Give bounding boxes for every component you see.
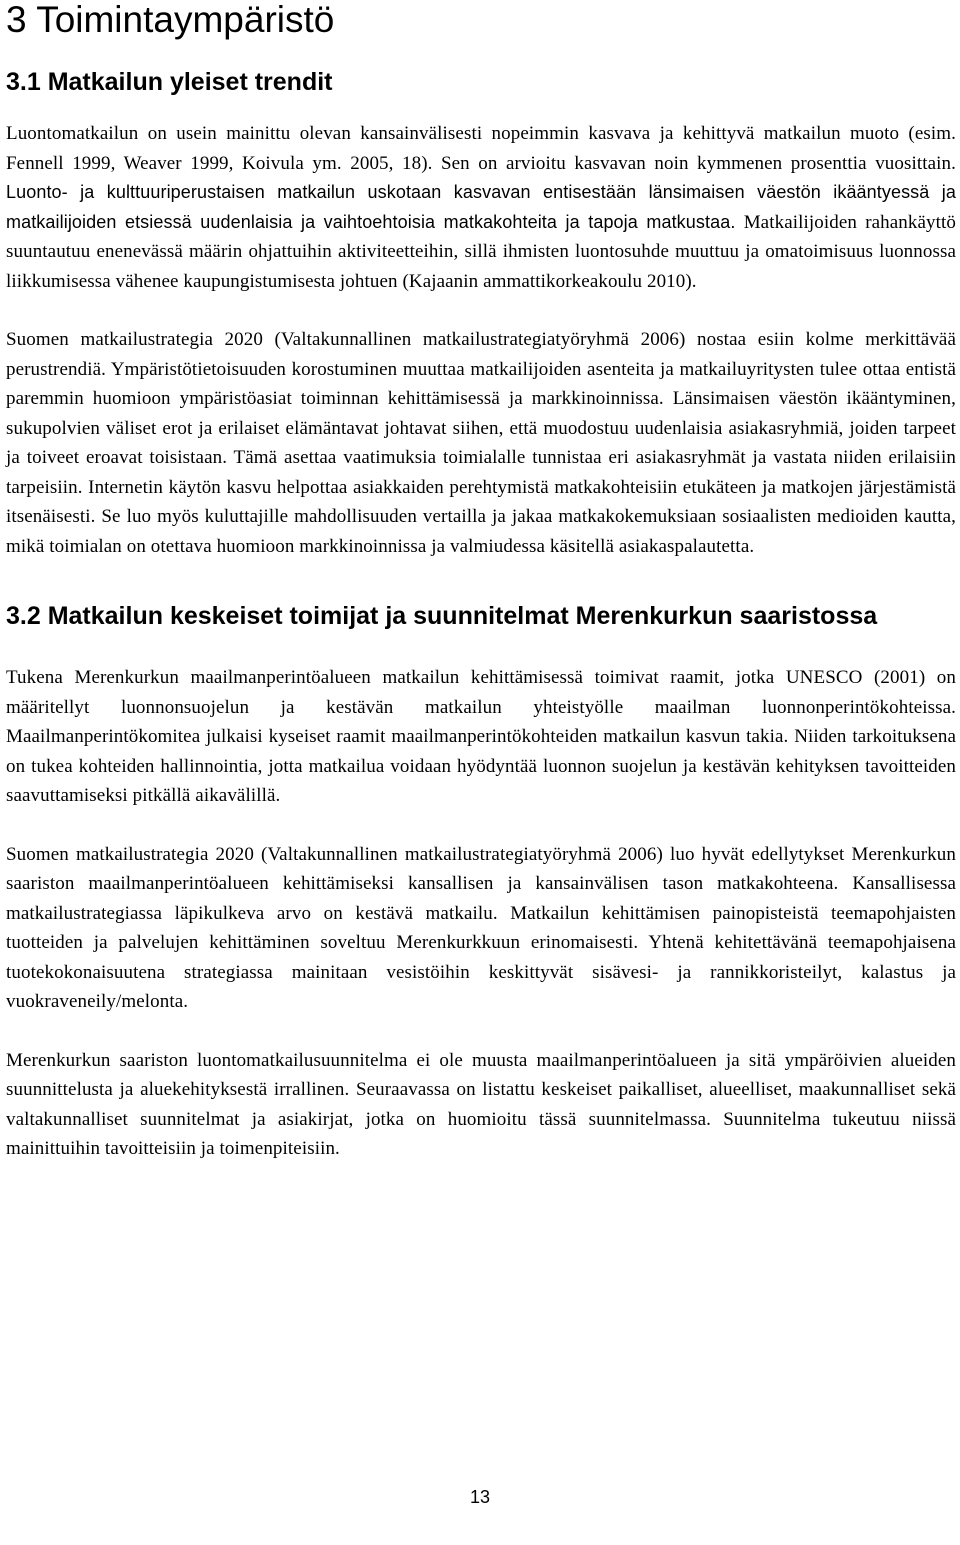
body-paragraph: Suomen matkailustrategia 2020 (Valtakunnallinen matkailustrategiatyöryhmä 2006) luo hyvät edellytykset Merenkurkun saariston maailmanperintöalueen kehittämiseksi kansallisen ja kansainvälisen tason matkakohteena. Kansallisessa matkailustrategiassa läpikulkeva arvo on kestävä matkailu. Matkailun kehittämisen painopisteistä teemapohjaisten tuotteiden ja palvelujen kehittäminen soveltuu Merenkurkkuun erinomaisesti. Yhtenä kehitettävänä teemapohjaisena tuotekokonaisuutena strategiassa mainitaan vesistöihin keskittyvät sisävesi- ja rannikkoristeilyt, kalastus ja vuokraveneily/melonta. [6,843,956,1012]
chapter-title: 3 Toimintaympäristö [6,0,335,40]
page-number: 13 [469,1487,491,1507]
paragraph-segment: Matkailijoiden rahankäyttö suuntautuu enenevässä määrin ohjattuihin aktiviteetteihin, sillä ihmisten luontosuhde muuttuu ja omatoimisuus luonnossa liikkumisessa vähenee kaupungistumisesta johtuen (Kajaanin ammattikorkeakoulu 2010). [6,211,956,292]
body-paragraph: Merenkurkun saariston luontomatkailusuunnitelma ei ole muusta maailmanperintöalueen ja sitä ympäröivien alueiden suunnittelusta ja aluekehityksestä irrallinen. Seuraavassa on listattu keskeiset paikalliset, alueelliset, maakunnalliset sekä valtakunnalliset suunnitelmat ja asiakirjat, jotka on huomioitu tässä suunnitelmassa. Suunnitelma tukeutuu niissä mainittuihin tavoitteisiin ja toimenpiteisiin. [6,1049,956,1159]
body-paragraph: Suomen matkailustrategia 2020 (Valtakunnallinen matkailustrategiatyöryhmä 2006) nostaa esiin kolme merkittävää perustrendiä. Ympäristötietoisuuden korostuminen muuttaa matkailijoiden asenteita ja matkailuyritysten tulee ottaa entistä paremmin huomioon ympäristöasiat toiminnan kehittämisessä ja markkinoinnissa. Länsimaisen väestön ikääntyminen, sukupolvien väliset erot ja erilaiset elämäntavat johtavat siihen, että muodostuu uudenlaisia asiakasryhmiä, joiden tarpeet ja toiveet eroavat toisistaan. Tämä asettaa vaatimuksia toimialalle tunnistaa eri asiakasryhmät ja vastata niiden erilaisiin tarpeisiin. Internetin käytön kasvu helpottaa asiakkaiden perehtymistä matkakohteisiin etukäteen ja matkojen järjestämistä itsenäisesti. Se luo myös kuluttajille mahdollisuuden vertailla ja jakaa matkakokemuksiaan sosiaalisten medioiden kautta, mikä toimialan on otettava huomioon markkinoinnissa ja valmiudessa käsitellä asiakaspalautetta. [6,329,956,557]
paragraph-segment: Luontomatkailun on usein mainittu olevan kansainvälisesti nopeimmin kasvava ja kehittyvä matkailun muoto (esim. Fennell 1999, Weaver 1999, Koivula ym. 2005, 18). Sen on arvioitu kasvavan noin kymmenen prosenttia vuosittain. [6,123,956,174]
body-paragraph [6,119,956,296]
body-paragraph: Tukena Merenkurkun maailmanperintöalueen matkailun kehittämisessä toimivat raamit, jotka UNESCO (2001) on määritellyt luonnonsuojelun ja kestävän matkailun yhteistyölle maailman luonnonperintökohteissa. Maailmanperintökomitea julkaisi kyseiset raamit maailmanperintökohteiden matkailun kasvun takia. Niiden tarkoituksena on tukea kohteiden hallinnointia, jotta matkailua voidaan hyödyntää luonnon suojelun ja kestävän kehityksen tavoitteiden saavuttamiseksi pitkällä aikavälillä. [6,667,956,806]
paragraph-segment: Luonto- ja kulttuuriperustaisen matkailun uskotaan kasvavan entisestään länsimaisen väestön ikääntyessä ja matkailijoiden etsiessä uudenlaisia ja vaihtoehtoisia matkakohteita ja tapoja matkustaa. [6,182,956,232]
section-title: 3.2 Matkailun keskeiset toimijat ja suunnitelmat Merenkurkun saaristossa [6,602,878,630]
document-page [6,0,956,1164]
section-title: 3.1 Matkailun yleiset trendit [6,68,333,96]
